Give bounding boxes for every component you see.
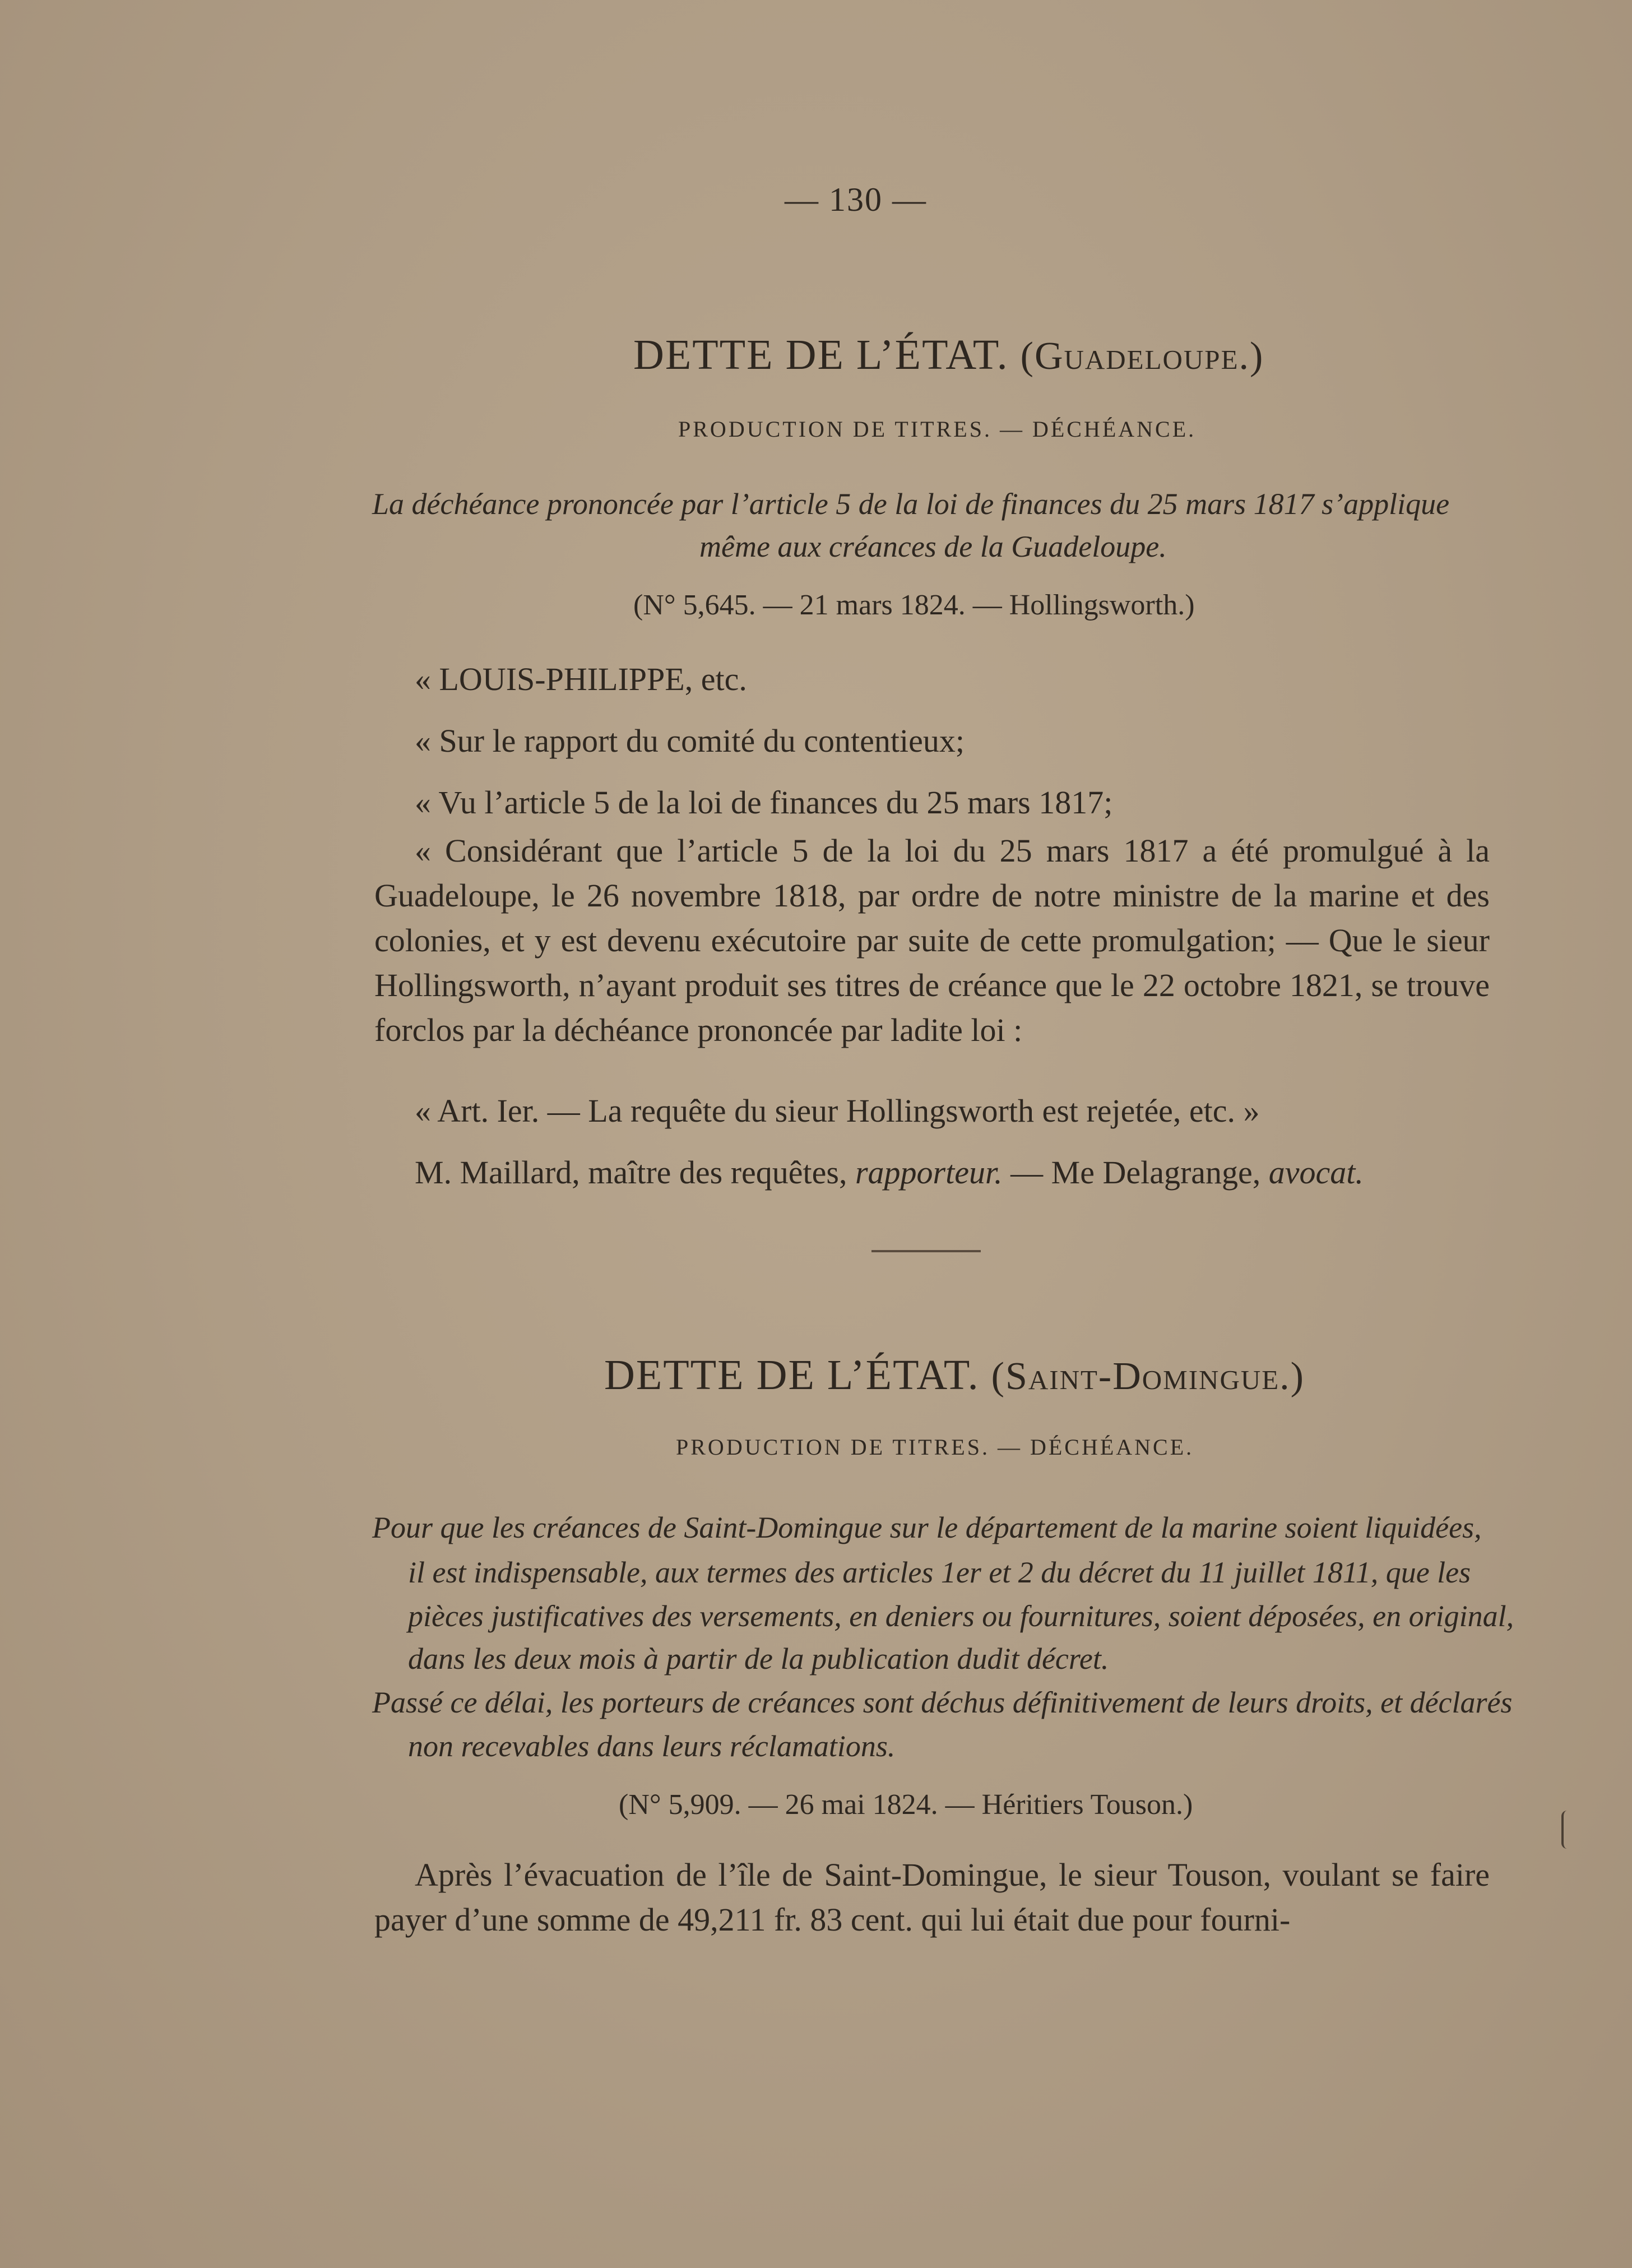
section1-title-region: (Guadeloupe.) xyxy=(1020,335,1264,378)
section2-title-region: (Saint-Domingue.) xyxy=(991,1355,1305,1398)
section1-para-3: « Considérant que l’article 5 de la loi du 25 mars 1817 a été promulgué à la Guadeloupe, le 26 novembre 1818, par ordre de notre ministre de la marine et des colonies, et y est devenu exécutoire par suite de cette promulgation; — Que le sieur Hollingsworth, n’ayant produit ses titres de créance que le 22 octobre 1821, se trouve forclos par la déchéance prononcée par ladite loi : xyxy=(374,832,1490,1048)
section1-signature xyxy=(415,1154,1364,1191)
signature-role-2: avocat. xyxy=(1268,1154,1364,1191)
section2-summary-line-3: pièces justificatives des versements, en deniers ou fournitures, soient déposées, en original, xyxy=(408,1599,1514,1633)
section2-title xyxy=(604,1351,1305,1400)
section2-title-main: DETTE DE L’ÉTAT. xyxy=(604,1351,980,1399)
section2-summary-line-2: il est indispensable, aux termes des articles 1er et 2 du décret du 11 juillet 1811, que les xyxy=(408,1556,1471,1589)
margin-bracket-mark xyxy=(1561,1811,1567,1849)
section1-summary-line-1: La déchéance prononcée par l’article 5 de la loi de finances du 25 mars 1817 s’applique xyxy=(372,487,1450,521)
section2-summary-line-6: non recevables dans leurs réclamations. xyxy=(408,1729,896,1763)
section2-summary-line-5: Passé ce délai, les porteurs de créances sont déchus définitivement de leurs droits, et déclarés xyxy=(372,1686,1513,1719)
section2-summary-line-1: Pour que les créances de Saint-Domingue sur le département de la marine soient liquidées, xyxy=(372,1511,1482,1544)
section1-article xyxy=(415,1092,1260,1130)
section1-article-label: « Art. Ier. xyxy=(415,1093,540,1129)
section1-title xyxy=(633,331,1264,379)
section-divider xyxy=(871,1250,981,1252)
section2-body: Après l’évacuation de l’île de Saint-Domingue, le sieur Touson, voulant se faire payer d’une somme de 49,211 fr. 83 cent. qui lui était due pour fourni- xyxy=(374,1857,1490,1938)
section1-heading: « LOUIS-PHILIPPE, etc. xyxy=(415,661,747,697)
signature-separator: — Me Delagrange, xyxy=(1010,1154,1261,1191)
section1-summary-line-2: même aux créances de la Guadeloupe. xyxy=(699,530,1167,563)
section1-para-1: « Sur le rapport du comité du contentieux; xyxy=(415,723,965,759)
section2-summary-line-4: dans les deux mois à partir de la publication dudit décret. xyxy=(408,1642,1109,1675)
section1-subtitle: PRODUCTION DE TITRES. — DÉCHÉANCE. xyxy=(678,416,1197,442)
section2-subtitle: PRODUCTION DE TITRES. — DÉCHÉANCE. xyxy=(676,1434,1194,1460)
section1-title-main: DETTE DE L’ÉTAT. xyxy=(633,331,1009,378)
section1-reference: (N° 5,645. — 21 mars 1824. — Hollingsworth.) xyxy=(633,589,1195,621)
page-number: — 130 — xyxy=(785,181,927,218)
signature-name: M. Maillard, maître des requêtes, xyxy=(415,1154,847,1191)
signature-role: rapporteur. xyxy=(855,1154,1003,1191)
section2-reference: (N° 5,909. — 26 mai 1824. — Héritiers Touson.) xyxy=(619,1789,1193,1821)
section1-para-2: « Vu l’article 5 de la loi de finances du 25 mars 1817; xyxy=(415,784,1113,821)
section1-article-text: — La requête du sieur Hollingsworth est rejetée, etc. » xyxy=(547,1093,1260,1129)
